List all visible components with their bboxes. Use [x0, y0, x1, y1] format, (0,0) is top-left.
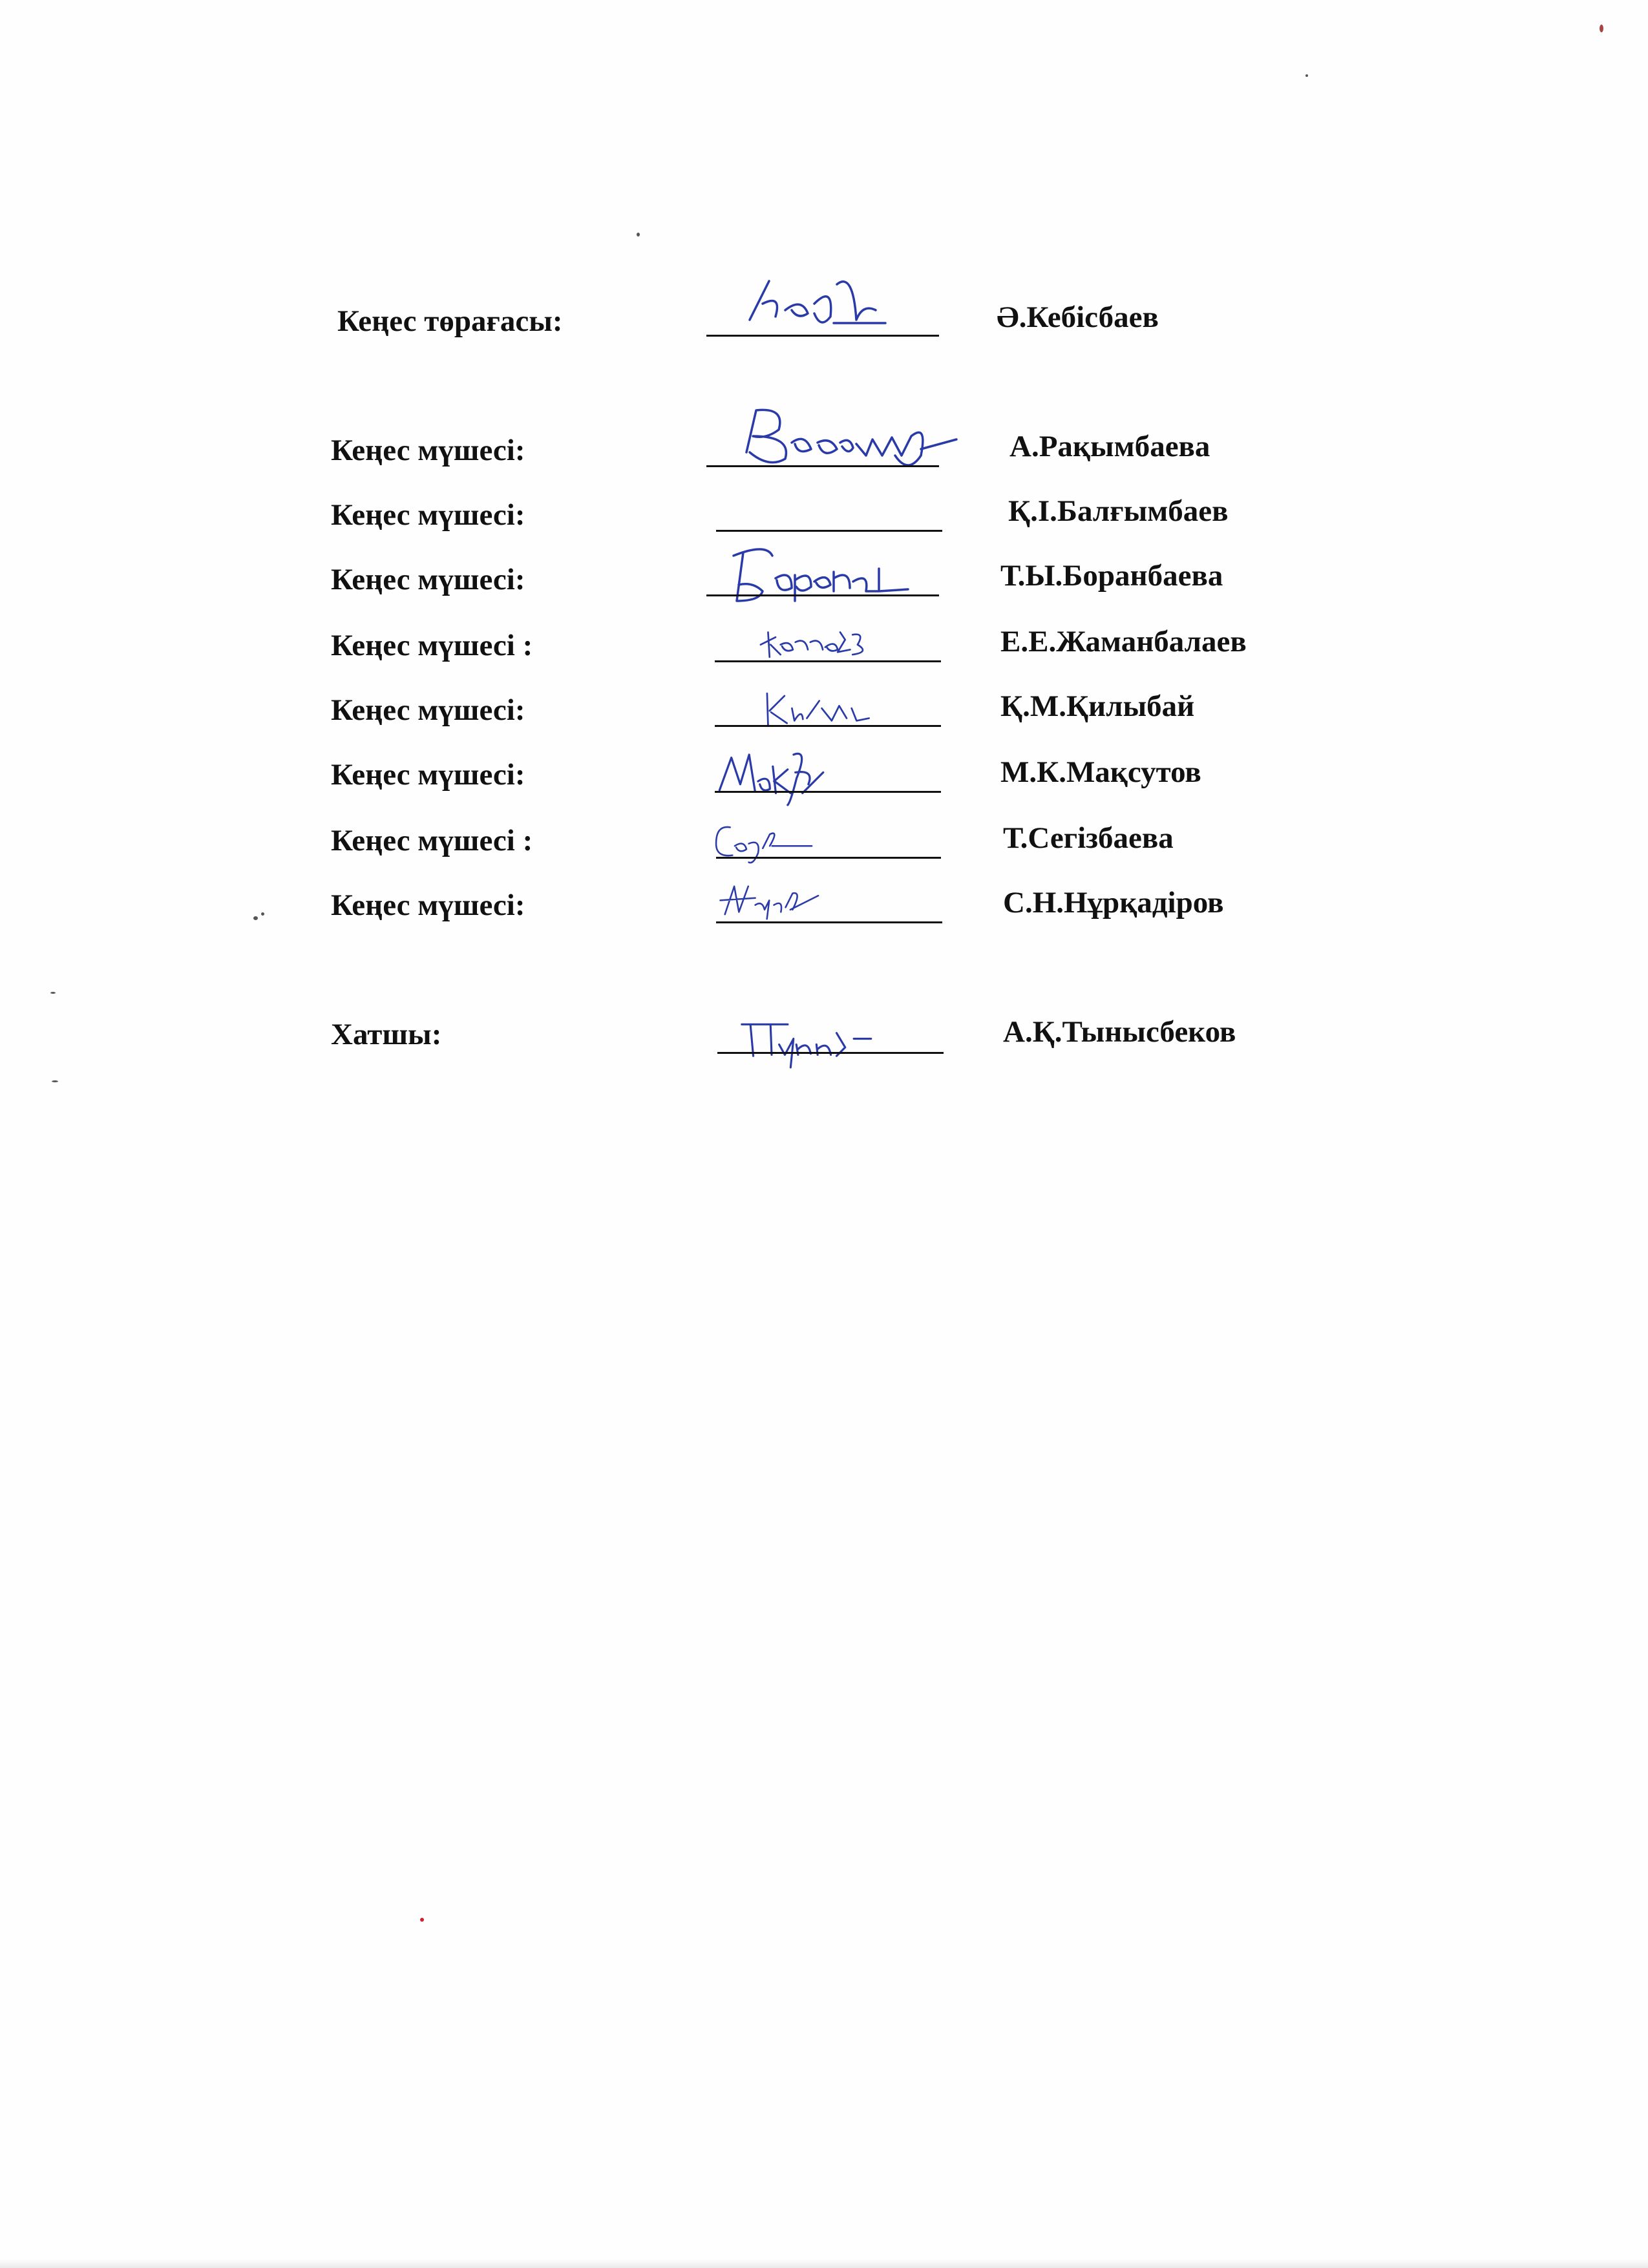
role-label: Кеңес мүшесі:	[331, 563, 525, 596]
handwritten-signature	[692, 397, 1008, 481]
signatory-name: М.К.Мақсутов	[1000, 755, 1201, 789]
signature-row-chairman	[0, 291, 1648, 362]
signatory-name: С.Н.Нұрқадіров	[1003, 886, 1224, 919]
role-label: Хатшы:	[331, 1018, 442, 1051]
signature-line	[706, 465, 939, 467]
role-label: Кеңес мүшесі:	[331, 758, 525, 792]
signature-line	[706, 335, 939, 337]
signatory-name: Қ.І.Балғымбаев	[1008, 494, 1229, 528]
role-label: Кеңес төрағасы:	[337, 304, 563, 338]
signatory-name: А.Қ.Тынысбеков	[1003, 1015, 1236, 1049]
signature-row-member	[0, 880, 1648, 951]
signatory-name: Е.Е.Жаманбалаев	[1000, 625, 1247, 658]
signatory-name: А.Рақымбаева	[1009, 430, 1210, 463]
signature-line	[716, 857, 941, 859]
scan-speck	[420, 1918, 424, 1922]
handwritten-signature	[711, 867, 879, 938]
signatory-name: Қ.М.Қилыбай	[1000, 689, 1195, 723]
signature-line	[715, 791, 941, 793]
scan-bottom-edge	[0, 2259, 1648, 2268]
handwritten-signature	[730, 1003, 937, 1080]
signatory-name: Ә.Кебісбаев	[997, 300, 1159, 334]
handwritten-signature	[750, 678, 944, 743]
signature-row-member	[0, 426, 1648, 498]
role-label: Кеңес мүшесі:	[331, 434, 525, 467]
signature-line	[716, 921, 942, 923]
scan-speck	[50, 992, 56, 994]
signature-line	[715, 660, 941, 662]
signature-row-secretary	[0, 1009, 1648, 1080]
scan-speck	[1600, 25, 1603, 32]
handwritten-signature	[724, 258, 956, 342]
role-label: Кеңес мүшесі:	[331, 888, 525, 922]
handwritten-signature	[737, 607, 944, 672]
signature-line	[706, 594, 939, 596]
signatory-name: Т.Ы.Боранбаева	[1000, 559, 1223, 593]
scan-speck	[1305, 74, 1308, 77]
signature-line	[717, 1052, 944, 1054]
signatory-name: Т.Сегізбаева	[1003, 821, 1174, 855]
role-label: Кеңес мүшесі :	[331, 824, 533, 857]
scan-speck	[52, 1080, 58, 1082]
handwritten-signature	[695, 530, 966, 614]
signature-line	[715, 725, 941, 727]
scan-speck	[637, 233, 640, 236]
role-label: Кеңес мүшесі :	[331, 629, 533, 662]
role-label: Кеңес мүшесі:	[331, 693, 525, 727]
role-label: Кеңес мүшесі:	[331, 498, 525, 532]
